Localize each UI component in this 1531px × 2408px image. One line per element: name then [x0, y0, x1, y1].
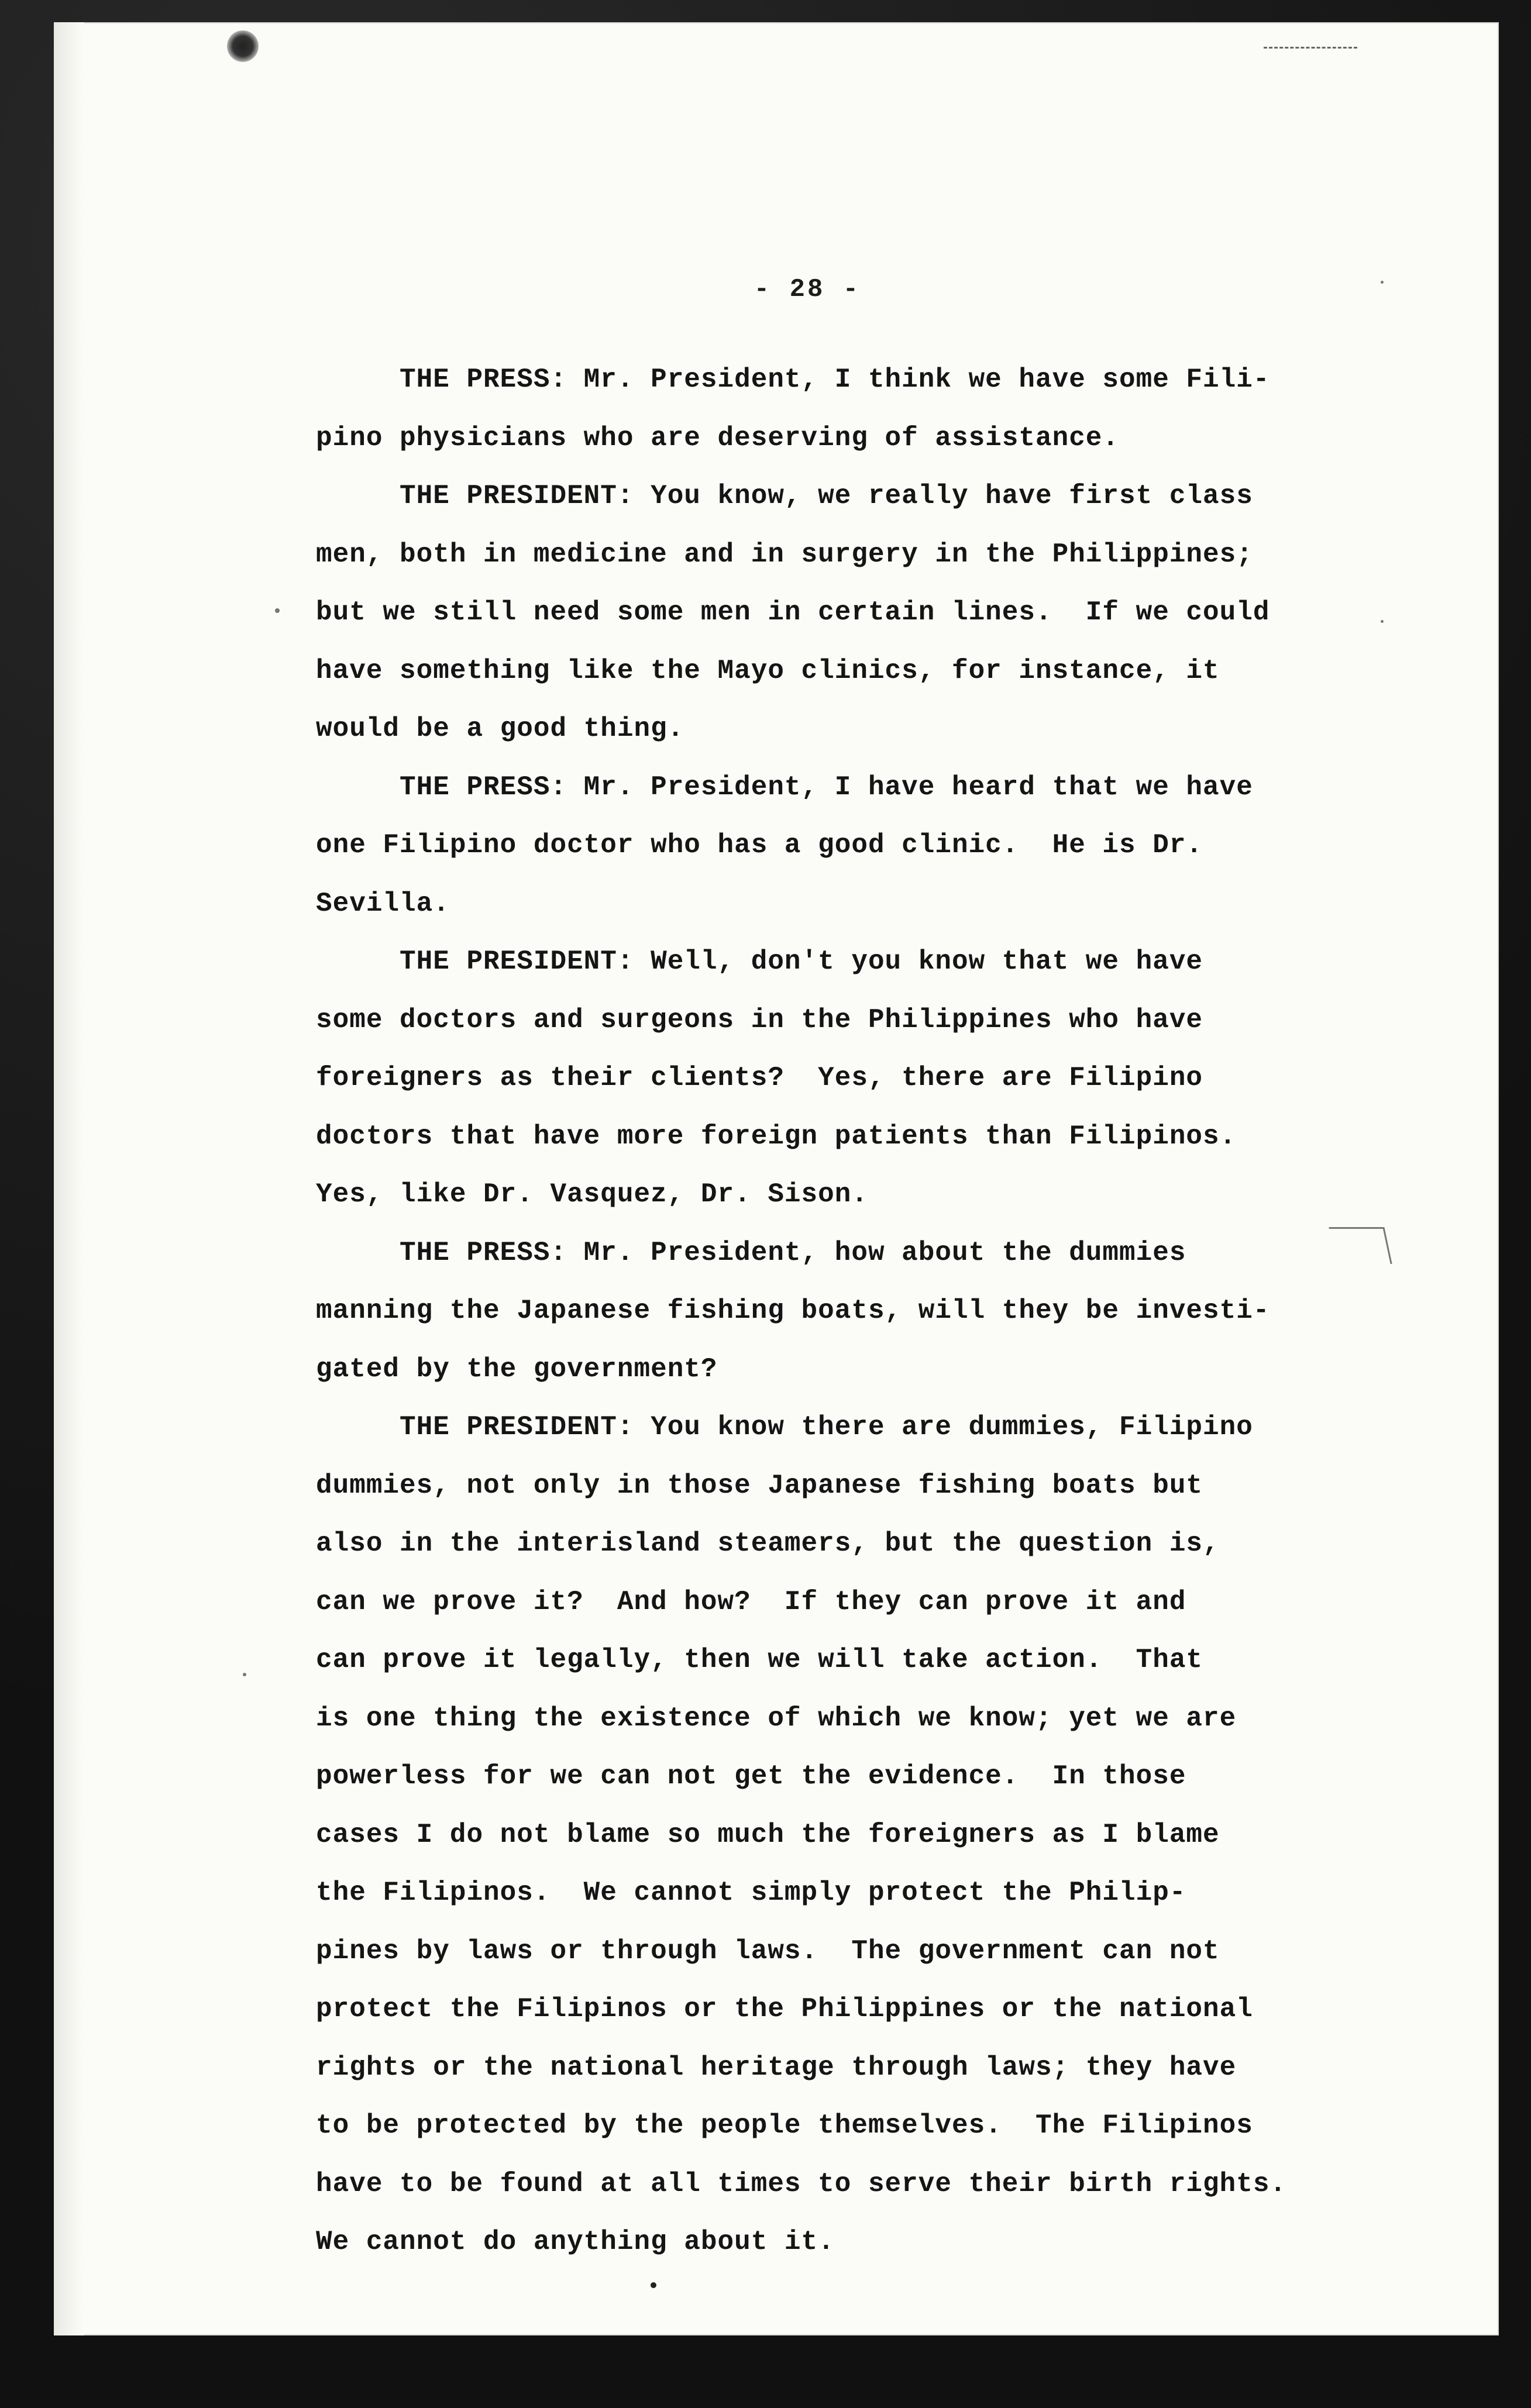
text-line: also in the interisland steamers, but the question is,	[316, 1528, 1220, 1559]
text-line: can prove it legally, then we will take action. That	[316, 1645, 1203, 1675]
text-line: cases I do not blame so much the foreigners as I blame	[316, 1819, 1220, 1850]
paragraph-president-3	[316, 1398, 1363, 2272]
text-line: have something like the Mayo clinics, for instance, it	[316, 655, 1220, 686]
page-edge-shadow	[54, 22, 84, 2335]
speck	[1381, 281, 1384, 284]
text-line: would be a good thing.	[316, 714, 684, 744]
speck	[243, 1673, 246, 1676]
paragraph-president-1	[316, 467, 1363, 759]
text-line: doctors that have more foreign patients than Filipinos.	[316, 1121, 1237, 1152]
text-line: gated by the government?	[316, 1353, 718, 1384]
paragraph-press-2	[316, 759, 1363, 933]
text-line: Sevilla.	[316, 888, 450, 919]
text-line: one Filipino doctor who has a good clinic. He is Dr.	[316, 830, 1203, 860]
speck	[1381, 620, 1384, 623]
transcript-body	[316, 351, 1363, 2272]
text-line: dummies, not only in those Japanese fishing boats but	[316, 1470, 1203, 1501]
paragraph-president-2	[316, 933, 1363, 1224]
text-line: some doctors and surgeons in the Philippines who have	[316, 1004, 1203, 1035]
text-line: pino physicians who are deserving of assistance.	[316, 422, 1120, 453]
scan-mark	[1264, 47, 1357, 52]
text-line: can we prove it? And how? If they can prove it and	[316, 1586, 1186, 1617]
text-line: rights or the national heritage through laws; they have	[316, 2052, 1237, 2083]
text-line: THE PRESS: Mr. President, I have heard that we have	[316, 771, 1253, 802]
text-line: THE PRESIDENT: You know, we really have first class	[316, 481, 1253, 511]
page-number: - 28 -	[754, 275, 861, 304]
text-line: pines by laws or through laws. The government can not	[316, 1935, 1220, 1966]
text-line: manning the Japanese fishing boats, will they be investi-	[316, 1296, 1270, 1326]
text-line: Yes, like Dr. Vasquez, Dr. Sison.	[316, 1179, 868, 1210]
text-line: powerless for we can not get the evidence. In those	[316, 1761, 1186, 1792]
paragraph-press-3	[316, 1224, 1363, 1399]
ink-blot	[227, 30, 259, 62]
text-line: THE PRESIDENT: You know there are dummies, Filipino	[316, 1412, 1253, 1442]
text-line: to be protected by the people themselves. The Filipinos	[316, 2110, 1253, 2141]
text-line: the Filipinos. We cannot simply protect the Philip-	[316, 1878, 1186, 1908]
text-line: foreigners as their clients? Yes, there are Filipino	[316, 1063, 1203, 1093]
text-line: have to be found at all times to serve their birth rights.	[316, 2168, 1287, 2199]
text-line: but we still need some men in certain lines. If we could	[316, 597, 1270, 628]
paragraph-press-1	[316, 351, 1363, 467]
speck	[275, 608, 280, 613]
text-line: men, both in medicine and in surgery in the Philippines;	[316, 539, 1253, 570]
text-line: is one thing the existence of which we know; yet we are	[316, 1703, 1237, 1734]
text-line: protect the Filipinos or the Philippines or the national	[316, 1994, 1253, 2024]
text-line: THE PRESIDENT: Well, don't you know that we have	[316, 946, 1203, 977]
text-line: THE PRESS: Mr. President, how about the dummies	[316, 1237, 1186, 1268]
text-line: We cannot do anything about it.	[316, 2227, 835, 2257]
text-line: THE PRESS: Mr. President, I think we have some Fili-	[316, 364, 1270, 395]
speck	[651, 2282, 656, 2288]
